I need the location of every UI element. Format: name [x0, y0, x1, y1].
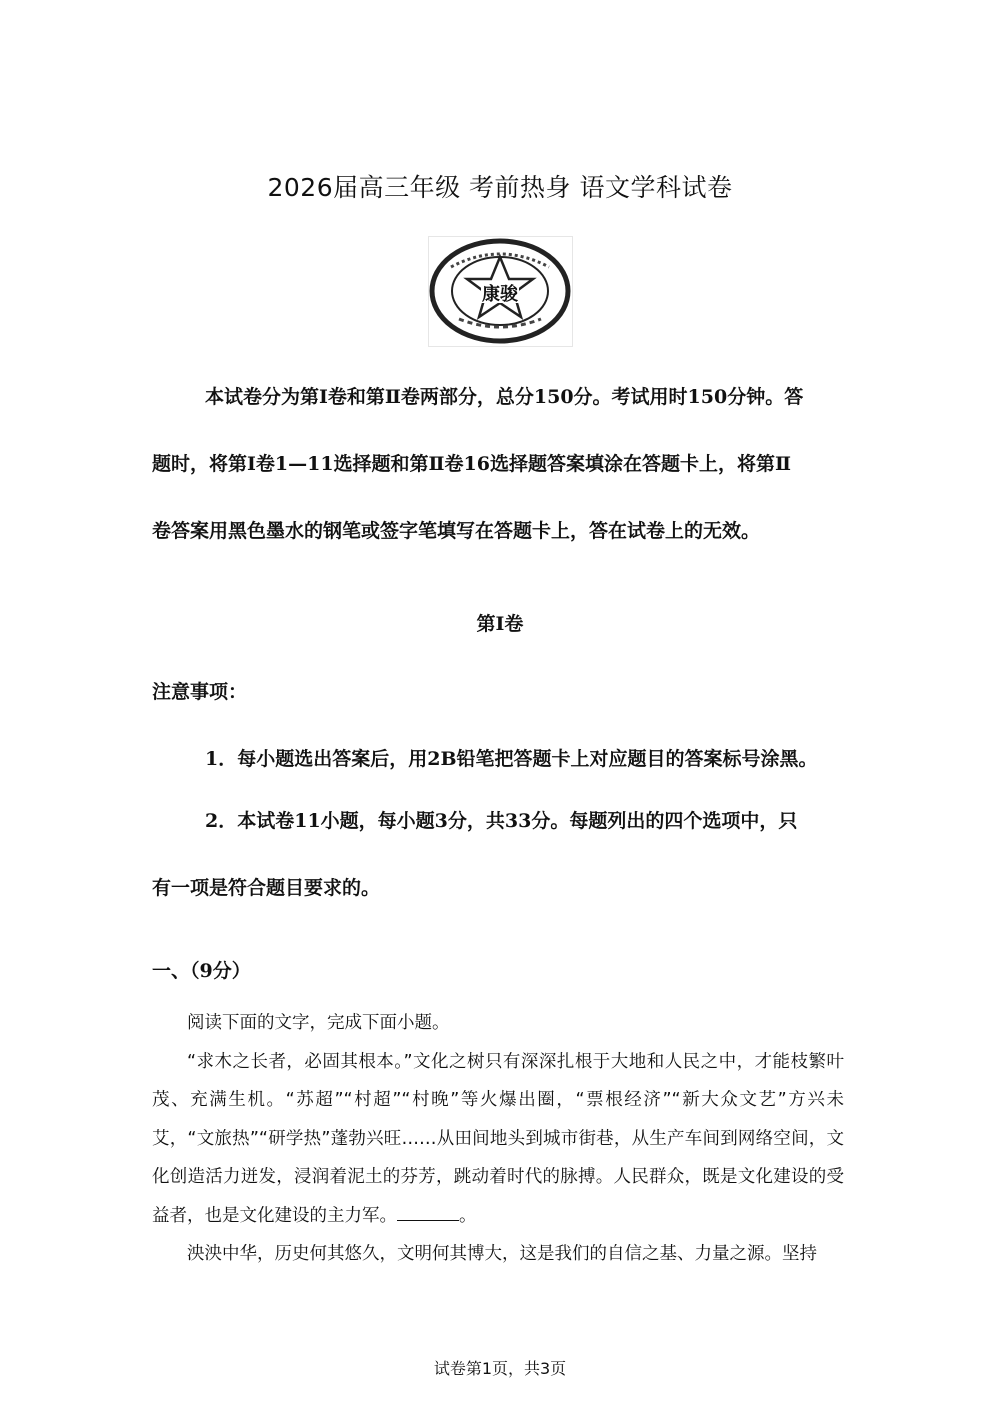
- school-seal-icon: [428, 236, 573, 347]
- note-line: 有一项是符合题目要求的。: [152, 877, 381, 899]
- intro-paragraph: [152, 364, 852, 565]
- passage-paragraph: [152, 1043, 844, 1236]
- page-footer: 试卷第1页，共3页: [433, 1359, 567, 1378]
- exam-title: 2026届高三年级 考前热身 语文学科试卷: [267, 173, 733, 202]
- seal-text: 康骏: [482, 284, 518, 305]
- note-item-1: 1．每小题选出答案后，用2B铅笔把答题卡上对应题目的答案标号涂黑。: [205, 748, 818, 770]
- intro-line: 本试卷分为第Ⅰ卷和第Ⅱ卷两部分，总分150分。考试用时150分钟。答: [205, 386, 804, 408]
- passage-end: 。: [459, 1205, 477, 1226]
- notes-heading: 注意事项：: [152, 681, 248, 703]
- note-item-2: [152, 788, 852, 922]
- reading-instruction: 阅读下面的文字，完成下面小题。: [187, 1013, 450, 1033]
- reading-passage: [152, 1004, 844, 1274]
- note-line: 2．本试卷11小题，每小题3分，共33分。每题列出的四个选项中，只: [205, 810, 798, 832]
- passage-paragraph: 泱泱中华，历史何其悠久，文明何其博大，这是我们的自信之基、力量之源。坚持: [187, 1244, 817, 1264]
- part-heading: 一、（9分）: [152, 960, 251, 982]
- intro-line: 题时，将第Ⅰ卷1—11选择题和第Ⅱ卷16选择题答案填涂在答题卡上，将第Ⅱ: [152, 453, 792, 475]
- section-heading: 第Ⅰ卷: [476, 613, 524, 635]
- fill-blank: [397, 1202, 459, 1221]
- passage-text: “求木之长者，必固其根本。”文化之树只有深深扎根于大地和人民之中，才能枝繁叶茂、充满生机。“苏超”“村超”“村晚”等火爆出圈，“票根经济”“新大众文艺”方兴未艾，“文旅热”“研学热”蓬勃兴旺……从田间地头到城市街巷，从生产车间到网络空间，文化创造活力迸发，浸润着泥土的芬芳，跳动着时代的脉搏。人民群众，既是文化建设的受益者，也是文化建设的主力军。: [152, 1051, 844, 1226]
- intro-line: 卷答案用黑色墨水的钢笔或签字笔填写在答题卡上，答在试卷上的无效。: [152, 520, 761, 542]
